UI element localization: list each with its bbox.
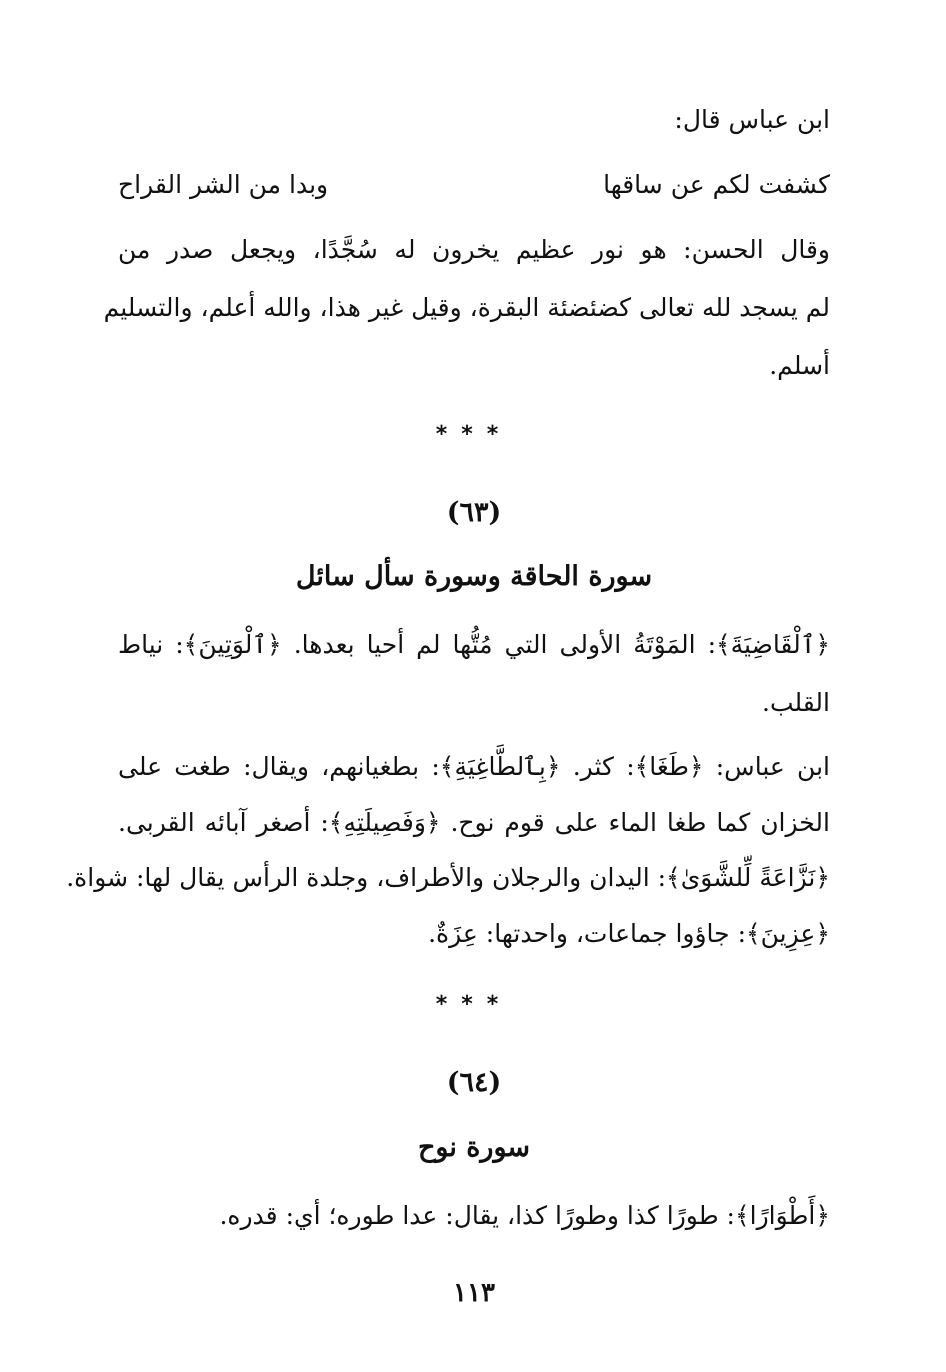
page-number: ١١٣ [453, 1278, 495, 1308]
section-63-paragraph-line: ﴿نَزَّاعَةً لِّلشَّوَىٰ﴾: اليدان والرجلان والأطراف، وجلدة الرأس يقال لها: شواة. [66, 863, 830, 892]
intro-paragraph-line: لم يسجد لله تعالى كضئضئة البقرة، وقيل غير هذا، والله أعلم، والتسليم [103, 293, 830, 322]
section-63-paragraph-line: الخزان كما طغا الماء على قوم نوح. ﴿وَفَصِيلَتِهِ﴾: أصغر آبائه القربى. [118, 808, 830, 837]
section-63-paragraph-line: ﴿عِزِينَ﴾: جاؤوا جماعات، واحدتها: عِزَةٌ. [428, 919, 830, 948]
intro-paragraph-line: أسلم. [769, 351, 830, 380]
section-64-paragraph-line: ﴿أَطْوَارًا﴾: طورًا كذا وطورًا كذا، يقال: عدا طوره؛ أي: قدره. [219, 1201, 830, 1230]
section-63-paragraph-line: ابن عباس: ﴿طَغَا﴾: كثر. ﴿بِٱلطَّاغِيَةِ﴾: بطغيانهم، ويقال: طغت على [118, 752, 830, 781]
section-title: سورة نوح [417, 1132, 531, 1163]
poetry-verse [118, 165, 830, 205]
section-number: (٦٤) [446, 1067, 502, 1098]
verse-left-hemistich: وبدا من الشر القراح [118, 170, 329, 199]
verse-right-hemistich: كشفت لكم عن ساقها [603, 170, 830, 199]
section-separator: *** [435, 992, 513, 1017]
intro-attribution: ابن عباس قال: [674, 105, 830, 134]
section-title: سورة الحاقة وسورة سأل سائل [295, 561, 653, 592]
intro-paragraph-line: وقال الحسن: هو نور عظيم يخرون له سُجَّدًا، ويجعل صدر من [118, 235, 830, 264]
section-separator: *** [435, 422, 513, 447]
section-63-paragraph-line: القلب. [762, 688, 830, 717]
book-page [66, 0, 830, 1372]
section-63-paragraph-line: ﴿ٱلْقَاضِيَةَ﴾: المَوْتَةُ الأولى التي مُتُّها لم أحيا بعدها. ﴿ٱلْوَتِينَ﴾: نياط [118, 630, 830, 659]
section-number: (٦٣) [446, 497, 502, 528]
